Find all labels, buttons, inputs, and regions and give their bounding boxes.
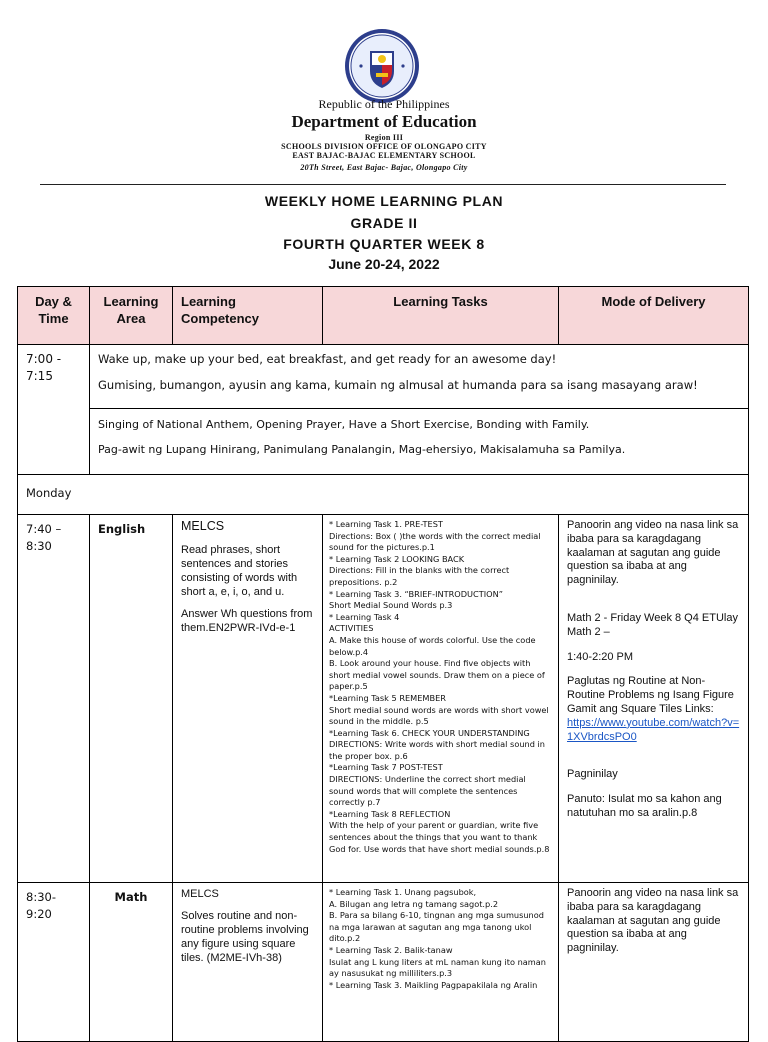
english-task-line: *Learning Task 6. CHECK YOUR UNDERSTANDING bbox=[329, 727, 530, 738]
english-area: English bbox=[98, 522, 146, 536]
math-competency-1: Solves routine and non-routine problems involving any figure using square tiles. (M2ME-IVh-38) bbox=[181, 910, 309, 964]
english-task-line: Directions: Fill in the blanks with the correct prepositions. p.2 bbox=[329, 565, 510, 587]
header-day-time bbox=[17, 286, 90, 345]
english-melcs: MELCS bbox=[181, 519, 225, 533]
math-time-cell bbox=[17, 882, 90, 1042]
english-task-line: * Learning Task 2 LOOKING BACK bbox=[329, 553, 465, 564]
english-tasks-cell bbox=[322, 514, 559, 883]
opening-activity-fil: Pag-awit ng Lupang Hinirang, Panimulang Panalangin, Mag-ehersiyo, Makisalamuha sa Pamilya. bbox=[98, 443, 626, 456]
math-task-line: Isulat ang L kung liters at mL naman kung ito naman ay nasusukat ng milliliters.p.3 bbox=[329, 956, 546, 979]
deped-seal-logo bbox=[343, 27, 421, 105]
english-task-line: A. Make this house of words colorful. Use the code below.p.4 bbox=[329, 634, 536, 657]
english-delivery-directions: Panuto: Isulat mo sa kahon ang natutuhan mo sa aralin.p.8 bbox=[567, 793, 722, 819]
header-delivery-label: Mode of Delivery bbox=[601, 294, 706, 309]
english-task-line: *Learning Task 7 POST-TEST bbox=[329, 762, 443, 773]
english-task-line: DIRECTIONS: Underline the correct short medial sound words that will complete the sentences correctly p.7 bbox=[329, 774, 526, 808]
opening-activity-cell bbox=[89, 408, 749, 475]
math-task-line: * Learning Task 3. Maikling Pagpapakilala ng Aralin bbox=[329, 979, 538, 990]
english-delivery-topic: Paglutas ng Routine at Non-Routine Problems ng Isang Figure Gamit ang Square Tiles Links: bbox=[567, 675, 734, 715]
english-task-line: DIRECTIONS: Write words with short medial sound in the proper box. p.6 bbox=[329, 739, 545, 761]
english-competency-cell bbox=[172, 514, 323, 883]
math-tasks-cell bbox=[322, 882, 559, 1042]
math-delivery-cell bbox=[558, 882, 749, 1042]
header-learning-area bbox=[89, 286, 173, 345]
plan-dates: June 20-24, 2022 bbox=[328, 256, 440, 272]
plan-title: WEEKLY HOME LEARNING PLAN bbox=[264, 193, 504, 209]
opening-activity-en: Singing of National Anthem, Opening Prayer, Have a Short Exercise, Bonding with Family. bbox=[98, 418, 590, 431]
english-task-line: *Learning Task 5 REMEMBER bbox=[329, 692, 446, 703]
math-task-line: A. Bilugan ang letra ng tamang sagot.p.2 bbox=[329, 898, 499, 909]
day-row bbox=[17, 474, 749, 515]
header-learning-area-label: Learning Area bbox=[103, 294, 159, 326]
region-text: Region III bbox=[364, 133, 404, 142]
school-address: 20Th Street, East Bajac- Bajac, Olongapo City bbox=[300, 163, 468, 172]
school-name: EAST BAJAC-BAJAC ELEMENTARY SCHOOL bbox=[292, 151, 476, 160]
english-task-line: * Learning Task 3. “BRIEF-INTRODUCTION” bbox=[329, 588, 503, 599]
english-task-line: * Learning Task 4 bbox=[329, 611, 400, 622]
english-task-line: ACTIVITIES bbox=[329, 623, 374, 634]
math-area-cell bbox=[89, 882, 173, 1042]
english-task-line: B. Look around your house. Find five objects with short medial vowel sounds. Draw them on a piece of paper.p.5 bbox=[329, 658, 545, 692]
math-competency-cell bbox=[172, 882, 323, 1042]
english-competency-2: Answer Wh questions from them.EN2PWR-IVd-e-1 bbox=[181, 608, 313, 634]
english-delivery-schedule: Math 2 - Friday Week 8 Q4 ETUlay Math 2 – bbox=[567, 611, 738, 638]
math-area: Math bbox=[114, 890, 148, 904]
header-day-time-label: Day & Time bbox=[35, 294, 72, 326]
morning-time-cell bbox=[17, 344, 90, 475]
header-competency-label: Learning Competency bbox=[181, 294, 260, 326]
morning-routine-cell bbox=[89, 344, 749, 409]
english-competency-1: Read phrases, short sentences and stories consisting of words with short a, e, i, o, and u. bbox=[181, 544, 298, 598]
english-delivery-instructions: Panoorin ang video na nasa link sa ibaba para sa karagdagang kaalaman at sagutan ang guide question sa ibaba at ang pagninilay. bbox=[567, 519, 739, 587]
english-delivery-time: 1:40-2:20 PM bbox=[567, 650, 634, 663]
republic-text: Republic of the Philippines bbox=[318, 97, 450, 111]
math-time: 8:30-9:20 bbox=[26, 890, 56, 921]
english-delivery-cell bbox=[558, 514, 749, 883]
day-label: Monday bbox=[26, 486, 72, 500]
math-delivery-instructions: Panoorin ang video na nasa link sa ibaba para sa karagdagang kaalaman at sagutan ang guide question sa ibaba at ang pagninilay. bbox=[567, 887, 739, 955]
header-tasks bbox=[322, 286, 559, 345]
english-time-cell bbox=[17, 514, 90, 883]
header-tasks-label: Learning Tasks bbox=[393, 294, 488, 309]
english-task-line: Short medial sound words are words with short vowel sound in the middle. p.5 bbox=[329, 704, 549, 727]
morning-time: 7:00 - 7:15 bbox=[26, 352, 62, 383]
morning-routine-en: Wake up, make up your bed, eat breakfast, and get ready for an awesome day! bbox=[98, 352, 557, 366]
youtube-video-link[interactable]: https://www.youtube.com/watch?v=1XVbrdcsPO0 bbox=[567, 716, 740, 743]
header-competency bbox=[172, 286, 323, 345]
math-task-line: B. Para sa bilang 6-10, tingnan ang mga sumusunod na mga larawan at sagutan ang mga tanong ukol dito.p.2 bbox=[329, 910, 544, 944]
english-area-cell bbox=[89, 514, 173, 883]
math-task-line: * Learning Task 1. Unang pagsubok, bbox=[329, 887, 477, 897]
plan-quarter: FOURTH QUARTER WEEK 8 bbox=[283, 236, 485, 252]
english-task-line: Short Medial Sound Words p.3 bbox=[329, 600, 453, 611]
plan-grade: GRADE II bbox=[350, 215, 418, 231]
math-melcs: MELCS bbox=[181, 888, 219, 900]
english-task-line: *Learning Task 8 REFLECTION bbox=[329, 808, 451, 819]
english-task-line: Directions: Box ( )the words with the correct medial sound for the pictures.p.1 bbox=[329, 530, 541, 553]
header-divider bbox=[40, 184, 726, 185]
division-text: SCHOOLS DIVISION OFFICE OF OLONGAPO CITY bbox=[281, 142, 487, 151]
department-title: Department of Education bbox=[291, 112, 477, 131]
english-task-line: * Learning Task 1. PRE-TEST bbox=[329, 519, 443, 529]
english-delivery-reflection: Pagninilay bbox=[567, 768, 618, 781]
english-time: 7:40 – 8:30 bbox=[26, 522, 62, 553]
english-task-line: With the help of your parent or guardian, write five sentences about the things that you want to thank God for. Use words that have short medial sounds.p.8 bbox=[329, 820, 550, 854]
header-delivery bbox=[558, 286, 749, 345]
math-task-line: * Learning Task 2. Balik-tanaw bbox=[329, 944, 453, 955]
morning-routine-fil: Gumising, bumangon, ayusin ang kama, kumain ng almusal at humanda para sa isang masayang araw! bbox=[98, 378, 698, 392]
